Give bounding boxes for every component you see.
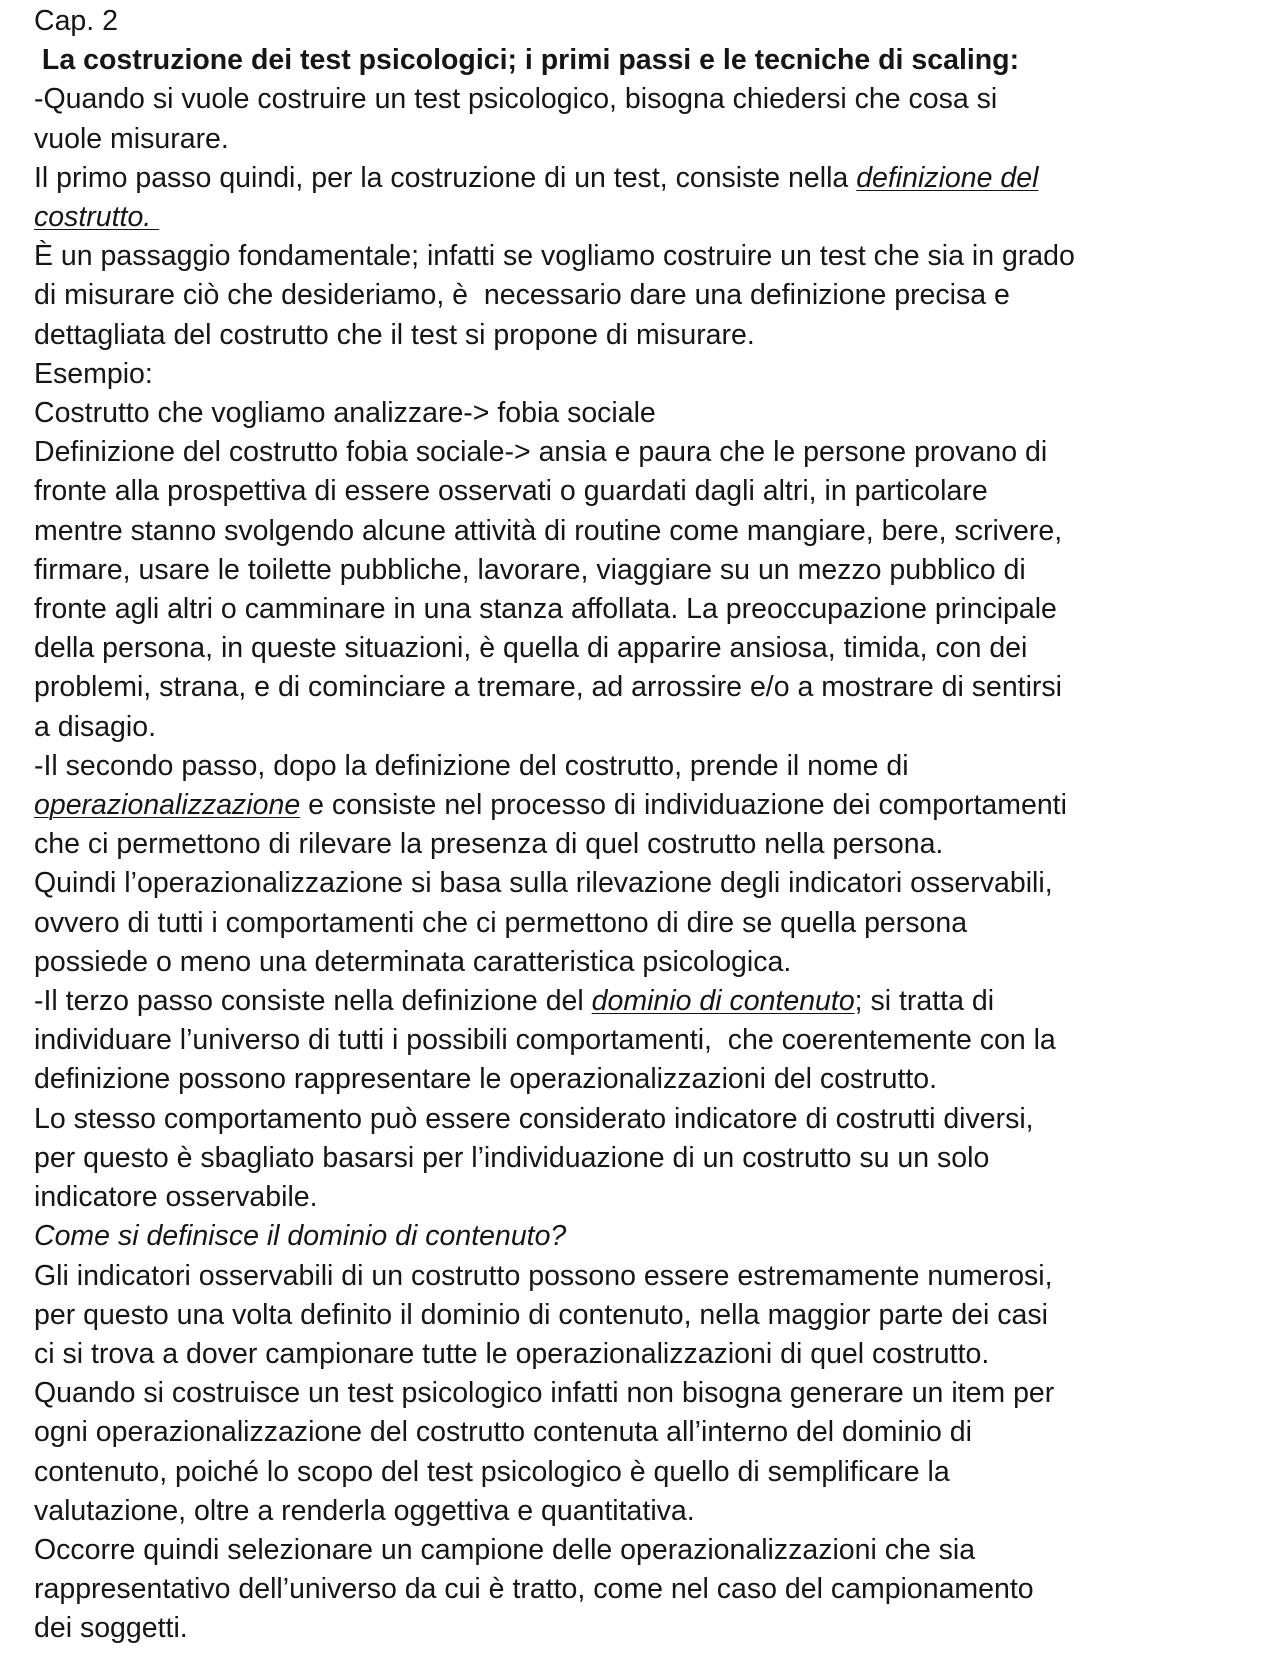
text-line: Costrutto che vogliamo analizzare-> fobia sociale (34, 397, 656, 430)
text-line: Quando si costruisce un test psicologico infatti non bisogna generare un item per (34, 1377, 1055, 1410)
text-line: Esempio: (34, 357, 153, 390)
paragraph-sampling (34, 1257, 1252, 1649)
text-line: vuole misurare. (34, 122, 229, 155)
text-line: per questo è sbagliato basarsi per l’individuazione di un costrutto su un solo (34, 1141, 990, 1174)
text-line: a disagio. (34, 710, 157, 743)
text-line: mentre stanno svolgendo alcune attività di routine come mangiare, bere, scrivere, (34, 514, 1063, 547)
paragraph-definition-example (34, 237, 1252, 786)
text-line: Lo stesso comportamento può essere considerato indicatore di costrutti diversi, (34, 1102, 1034, 1135)
text-line: indicatore osservabile. (34, 1181, 318, 1214)
text-line: Gli indicatori osservabili di un costrutto possono essere estremamente numerosi, (34, 1259, 1053, 1292)
paragraph-operationalization (34, 825, 1252, 982)
term-costrutto: costrutto. (34, 201, 160, 234)
text-line: Definizione del costrutto fobia sociale-> ansia e paura che le persone provano di (34, 436, 1048, 469)
chapter-label: Cap. 2 (34, 5, 118, 37)
text-line: rappresentativo dell’universo da cui è tratto, come nel caso del campionamento (34, 1573, 1034, 1606)
text-line: -Quando si vuole costruire un test psicologico, bisogna chiedersi che cosa si (34, 83, 998, 116)
text-line: -Il secondo passo, dopo la definizione del costrutto, prende il nome di (34, 749, 909, 782)
term-dominio-contenuto: dominio di contenuto (591, 985, 855, 1018)
step-one-text: Il primo passo quindi, per la costruzione di un test, consiste nella (34, 161, 857, 194)
section-title: La costruzione dei test psicologici; i primi passi e le tecniche di scaling: (34, 44, 1020, 77)
text-line: ci si trova a dover campionare tutte le operazionalizzazioni di quel costrutto. (34, 1337, 990, 1370)
text-line: problemi, strana, e di cominciare a tremare, ad arrossire e/o a mostrare di sentirsi (34, 671, 1062, 704)
text-line: fronte agli altri o camminare in una stanza affollata. La preoccupazione principale (34, 593, 1057, 626)
text-line: possiede o meno una determinata caratteristica psicologica. (34, 945, 792, 978)
step-two-line (34, 786, 1252, 825)
text-line: firmare, usare le toilette pubbliche, lavorare, viaggiare su un mezzo pubblico di (34, 553, 1026, 586)
text-line: ogni operazionalizzazione del costrutto contenuta all’interno del dominio di (34, 1416, 972, 1449)
text-line: di misurare ciò che desideriamo, è necessario dare una definizione precisa e (34, 279, 1010, 312)
step-three-text: -Il terzo passo consiste nella definizione del (34, 985, 592, 1018)
text-line: per questo una volta definito il dominio di contenuto, nella maggior parte dei casi (34, 1298, 1048, 1331)
text-line: fronte alla prospettiva di essere osservati o guardati dagli altri, in particolare (34, 475, 988, 508)
step-three-line (34, 982, 1252, 1021)
text-line: ovvero di tutti i comportamenti che ci permettono di dire se quella persona (34, 906, 968, 939)
paragraph-content-domain (34, 1021, 1252, 1217)
text-line: dei soggetti. (34, 1612, 188, 1645)
text-line: Quindi l’operazionalizzazione si basa sulla rilevazione degli indicatori osservabili, (34, 867, 1053, 900)
term-definizione-costrutto: definizione del (856, 161, 1039, 194)
text-line: che ci permettono di rilevare la presenza di quel costrutto nella persona. (34, 828, 944, 861)
text-line: dettagliata del costrutto che il test si propone di misurare. (34, 318, 755, 351)
text-line: Occorre quindi selezionare un campione delle operazionalizzazioni che sia (34, 1533, 976, 1566)
text-line: definizione possono rappresentare le operazionalizzazioni del costrutto. (34, 1063, 938, 1096)
text-line: individuare l’universo di tutti i possibili comportamenti, che coerentemente con la (34, 1024, 1056, 1057)
step-two-text: e consiste nel processo di individuazione dei comportamenti (300, 789, 1067, 822)
text-line: È un passaggio fondamentale; infatti se vogliamo costruire un test che sia in grado (34, 240, 1075, 273)
step-one-line (34, 159, 1252, 198)
paragraph-intro (34, 80, 1252, 158)
question-heading: Come si definisce il dominio di contenuto? (34, 1220, 567, 1253)
text-line: valutazione, oltre a renderla oggettiva e quantitativa. (34, 1494, 695, 1527)
text-line: della persona, in queste situazioni, è quella di apparire ansiosa, timida, con dei (34, 632, 1028, 665)
term-operazionalizzazione: operazionalizzazione (34, 789, 301, 822)
text-line: contenuto, poiché lo scopo del test psicologico è quello di semplificare la (34, 1455, 950, 1488)
step-three-text-end: ; si tratta di (854, 985, 995, 1018)
